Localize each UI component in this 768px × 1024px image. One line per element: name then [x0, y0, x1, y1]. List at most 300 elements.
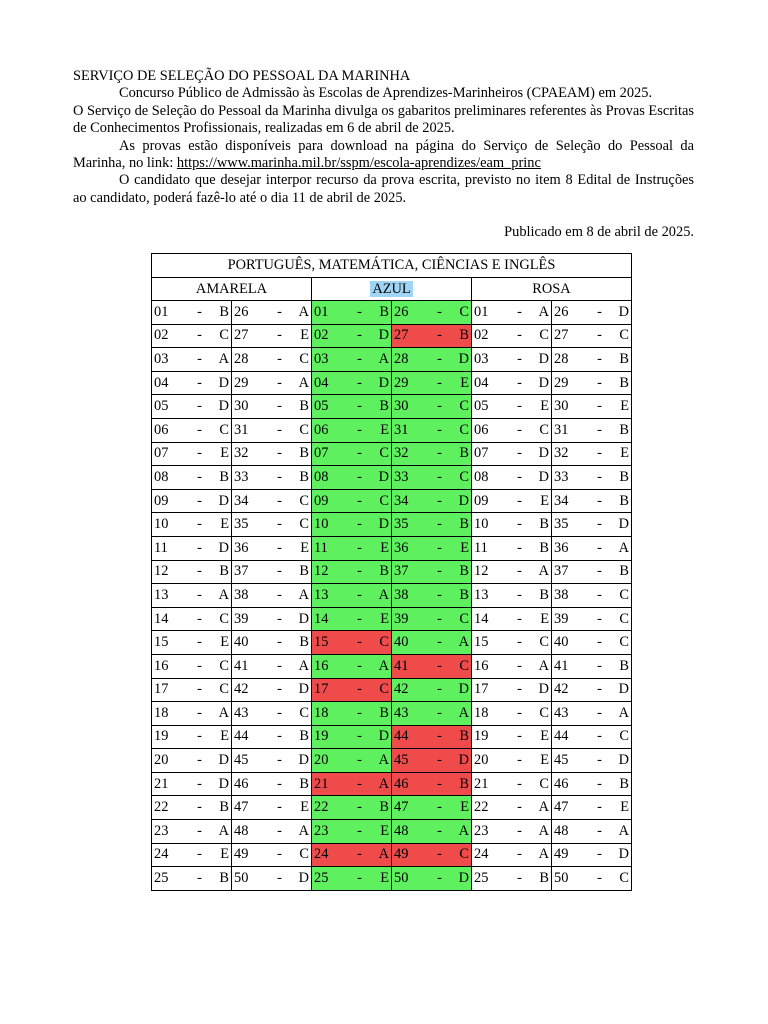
answer-cell-azul [312, 584, 392, 608]
answer-letter: E [380, 421, 389, 438]
answer-letter: E [380, 870, 389, 887]
answer-letter: C [299, 492, 309, 509]
separator: - [437, 870, 442, 887]
answer-letter: A [298, 586, 309, 603]
separator: - [437, 350, 442, 367]
question-number: 34 [394, 492, 409, 509]
answer-letter: E [460, 374, 469, 391]
answer-cell-azul [392, 631, 472, 655]
answer-letter: B [219, 870, 229, 887]
answer-cell-amarela [152, 371, 232, 395]
separator: - [277, 327, 282, 344]
answer-letter: E [460, 799, 469, 816]
question-number: 03 [474, 350, 489, 367]
separator: - [277, 303, 282, 320]
separator: - [437, 634, 442, 651]
answer-cell-amarela [152, 772, 232, 796]
answer-cell-amarela [232, 418, 312, 442]
separator: - [597, 516, 602, 533]
question-number: 16 [474, 657, 489, 674]
answer-cell-amarela [152, 654, 232, 678]
question-number: 38 [394, 586, 409, 603]
answer-cell-azul [312, 301, 392, 325]
answer-cell-azul [312, 513, 392, 537]
answer-cell-amarela [232, 725, 312, 749]
table-row [152, 820, 632, 844]
answer-letter: A [298, 303, 309, 320]
answer-cell-azul [312, 867, 392, 891]
answer-letter: E [220, 516, 229, 533]
separator: - [197, 870, 202, 887]
question-number: 50 [554, 870, 569, 887]
answer-letter: D [538, 374, 549, 391]
answer-letter: E [620, 799, 629, 816]
answer-letter: B [379, 704, 389, 721]
answer-letter: B [459, 327, 469, 344]
answer-cell-amarela [152, 442, 232, 466]
group-rosa: ROSA [472, 278, 632, 301]
question-number: 32 [234, 445, 249, 462]
download-text: As provas estão disponíveis para download na página do Serviço de Seleção do Pessoal da Marinha, no link: [73, 137, 694, 172]
answer-letter: D [218, 775, 229, 792]
separator: - [597, 468, 602, 485]
question-number: 48 [394, 822, 409, 839]
separator: - [437, 468, 442, 485]
question-number: 03 [314, 350, 329, 367]
question-number: 37 [394, 563, 409, 580]
separator: - [437, 374, 442, 391]
question-number: 50 [234, 870, 249, 887]
question-number: 28 [234, 350, 249, 367]
separator: - [197, 634, 202, 651]
answer-cell-amarela [152, 702, 232, 726]
answer-cell-azul [392, 607, 472, 631]
answer-letter: D [618, 303, 629, 320]
answer-letter: A [618, 539, 629, 556]
answer-letter: C [299, 516, 309, 533]
answer-letter: D [618, 681, 629, 698]
question-number: 27 [234, 327, 249, 344]
answer-cell-azul [392, 301, 472, 325]
answer-letter: C [379, 681, 389, 698]
separator: - [277, 822, 282, 839]
answer-letter: C [379, 492, 389, 509]
question-number: 49 [234, 846, 249, 863]
answer-letter: B [299, 445, 309, 462]
separator: - [597, 374, 602, 391]
answer-letter: B [299, 563, 309, 580]
question-number: 49 [394, 846, 409, 863]
answer-cell-azul [312, 442, 392, 466]
question-number: 05 [314, 398, 329, 415]
question-number: 35 [554, 516, 569, 533]
question-number: 15 [154, 634, 169, 651]
separator: - [357, 775, 362, 792]
question-number: 01 [154, 303, 169, 320]
answer-letter: C [619, 728, 629, 745]
separator: - [277, 350, 282, 367]
separator: - [357, 634, 362, 651]
answer-letter: A [618, 704, 629, 721]
separator: - [357, 327, 362, 344]
answer-letter: A [458, 634, 469, 651]
question-number: 36 [234, 539, 249, 556]
table-row [152, 371, 632, 395]
answer-letter: C [619, 586, 629, 603]
table-row [152, 560, 632, 584]
answer-letter: E [620, 445, 629, 462]
answer-letter: D [538, 350, 549, 367]
question-number: 45 [234, 752, 249, 769]
question-number: 44 [394, 728, 409, 745]
answer-letter: A [378, 752, 389, 769]
question-number: 48 [554, 822, 569, 839]
question-number: 44 [234, 728, 249, 745]
separator: - [277, 681, 282, 698]
question-number: 39 [394, 610, 409, 627]
answer-cell-rosa [472, 513, 552, 537]
answer-cell-amarela [152, 324, 232, 348]
answer-cell-rosa [552, 796, 632, 820]
answer-letter: B [459, 516, 469, 533]
table-row [152, 725, 632, 749]
question-number: 47 [234, 799, 249, 816]
separator: - [517, 752, 522, 769]
separator: - [517, 327, 522, 344]
answer-letter: E [300, 327, 309, 344]
answer-cell-rosa [552, 536, 632, 560]
question-number: 13 [474, 586, 489, 603]
answer-cell-amarela [152, 301, 232, 325]
answer-cell-amarela [232, 489, 312, 513]
answer-cell-rosa [472, 654, 552, 678]
separator: - [597, 822, 602, 839]
question-number: 41 [554, 657, 569, 674]
separator: - [197, 445, 202, 462]
question-number: 25 [314, 870, 329, 887]
answer-letter: A [378, 846, 389, 863]
answer-cell-azul [392, 678, 472, 702]
separator: - [597, 799, 602, 816]
answer-cell-rosa [552, 678, 632, 702]
separator: - [197, 492, 202, 509]
question-number: 14 [474, 610, 489, 627]
answer-cell-rosa [472, 607, 552, 631]
separator: - [277, 586, 282, 603]
answer-letter: E [220, 846, 229, 863]
question-number: 41 [394, 657, 409, 674]
answer-cell-amarela [232, 324, 312, 348]
answer-letter: C [619, 634, 629, 651]
question-number: 09 [154, 492, 169, 509]
answer-cell-azul [312, 607, 392, 631]
separator: - [277, 752, 282, 769]
answer-letter: D [378, 468, 389, 485]
separator: - [277, 799, 282, 816]
separator: - [437, 421, 442, 438]
question-number: 12 [474, 563, 489, 580]
answer-cell-rosa [472, 796, 552, 820]
question-number: 33 [394, 468, 409, 485]
separator: - [357, 539, 362, 556]
paragraph-announcement: O Serviço de Seleção do Pessoal da Marinha divulga os gabaritos preliminares referentes às Provas Escritas de Conhecimentos Profissionais, realizadas em 6 de abril de 2025. [73, 102, 694, 137]
answer-letter: A [618, 822, 629, 839]
separator: - [357, 374, 362, 391]
question-number: 33 [234, 468, 249, 485]
separator: - [277, 516, 282, 533]
question-number: 10 [474, 516, 489, 533]
answer-letter: E [220, 445, 229, 462]
separator: - [517, 657, 522, 674]
paragraph-contest: Concurso Público de Admissão às Escolas de Aprendizes-Marinheiros (CPAEAM) em 2025. [119, 85, 653, 102]
question-number: 20 [314, 752, 329, 769]
question-number: 38 [234, 586, 249, 603]
answer-cell-azul [392, 654, 472, 678]
question-number: 37 [554, 563, 569, 580]
separator: - [357, 752, 362, 769]
separator: - [357, 657, 362, 674]
answer-cell-amarela [232, 513, 312, 537]
separator: - [517, 634, 522, 651]
question-number: 24 [154, 846, 169, 863]
separator: - [597, 704, 602, 721]
table-row [152, 489, 632, 513]
separator: - [277, 870, 282, 887]
answer-letter: B [299, 634, 309, 651]
answer-letter: C [539, 704, 549, 721]
answer-letter: B [459, 445, 469, 462]
question-number: 40 [234, 634, 249, 651]
answer-cell-azul [392, 536, 472, 560]
separator: - [437, 445, 442, 462]
answer-letter: D [618, 516, 629, 533]
answer-cell-amarela [152, 820, 232, 844]
answer-letter: D [458, 752, 469, 769]
separator: - [517, 704, 522, 721]
separator: - [517, 799, 522, 816]
answer-letter: B [619, 563, 629, 580]
separator: - [277, 610, 282, 627]
separator: - [437, 610, 442, 627]
question-number: 24 [314, 846, 329, 863]
answer-cell-amarela [152, 395, 232, 419]
question-number: 10 [314, 516, 329, 533]
answer-cell-azul [312, 466, 392, 490]
answer-letter: C [219, 657, 229, 674]
separator: - [277, 492, 282, 509]
question-number: 36 [554, 539, 569, 556]
answer-letter: A [538, 799, 549, 816]
answer-cell-azul [392, 348, 472, 372]
answer-letter: D [458, 870, 469, 887]
answer-letter: B [619, 468, 629, 485]
answer-cell-rosa [472, 584, 552, 608]
separator: - [197, 374, 202, 391]
answer-cell-rosa [552, 371, 632, 395]
answer-cell-azul [392, 702, 472, 726]
question-number: 18 [314, 704, 329, 721]
question-number: 11 [154, 539, 168, 556]
table-row [152, 395, 632, 419]
answer-cell-azul [392, 772, 472, 796]
answer-cell-rosa [552, 442, 632, 466]
separator: - [357, 704, 362, 721]
separator: - [517, 822, 522, 839]
separator: - [277, 374, 282, 391]
separator: - [277, 775, 282, 792]
answer-cell-amarela [232, 466, 312, 490]
question-number: 09 [314, 492, 329, 509]
answer-cell-rosa [472, 631, 552, 655]
published-date: Publicado em 8 de abril de 2025. [504, 224, 694, 241]
answer-cell-rosa [552, 348, 632, 372]
separator: - [357, 563, 362, 580]
separator: - [437, 563, 442, 580]
separator: - [357, 586, 362, 603]
answer-letter: C [379, 445, 389, 462]
separator: - [517, 775, 522, 792]
question-number: 15 [474, 634, 489, 651]
answer-cell-azul [312, 371, 392, 395]
answer-cell-amarela [152, 418, 232, 442]
separator: - [197, 775, 202, 792]
separator: - [597, 398, 602, 415]
separator: - [277, 539, 282, 556]
answer-cell-rosa [472, 843, 552, 867]
question-number: 45 [394, 752, 409, 769]
question-number: 47 [394, 799, 409, 816]
answer-letter: E [620, 398, 629, 415]
answer-cell-amarela [152, 348, 232, 372]
separator: - [197, 327, 202, 344]
answer-letter: C [619, 870, 629, 887]
answer-cell-amarela [152, 843, 232, 867]
answer-letter: E [540, 398, 549, 415]
download-link[interactable]: https://www.marinha.mil.br/sspm/escola-aprendizes/eam_princ [176, 155, 541, 172]
answer-letter: D [458, 681, 469, 698]
answer-cell-amarela [232, 442, 312, 466]
separator: - [597, 657, 602, 674]
separator: - [197, 586, 202, 603]
question-number: 03 [154, 350, 169, 367]
table-row [152, 749, 632, 773]
question-number: 46 [234, 775, 249, 792]
table-row [152, 442, 632, 466]
separator: - [357, 350, 362, 367]
answer-cell-amarela [232, 536, 312, 560]
table-row [152, 796, 632, 820]
answer-letter: A [378, 586, 389, 603]
question-number: 44 [554, 728, 569, 745]
table-row [152, 678, 632, 702]
answer-cell-azul [312, 324, 392, 348]
answer-cell-azul [392, 749, 472, 773]
question-number: 42 [234, 681, 249, 698]
answer-cell-rosa [472, 560, 552, 584]
answer-letter: C [539, 634, 549, 651]
separator: - [197, 799, 202, 816]
answer-cell-rosa [472, 678, 552, 702]
answer-letter: A [458, 822, 469, 839]
separator: - [357, 303, 362, 320]
table-row [152, 301, 632, 325]
separator: - [597, 327, 602, 344]
separator: - [597, 421, 602, 438]
answer-letter: E [540, 492, 549, 509]
separator: - [197, 516, 202, 533]
separator: - [597, 870, 602, 887]
separator: - [517, 586, 522, 603]
question-number: 23 [474, 822, 489, 839]
question-number: 10 [154, 516, 169, 533]
question-number: 20 [474, 752, 489, 769]
answer-letter: D [218, 398, 229, 415]
question-number: 31 [554, 421, 569, 438]
question-number: 06 [474, 421, 489, 438]
answer-cell-azul [392, 560, 472, 584]
separator: - [437, 752, 442, 769]
answer-cell-amarela [232, 348, 312, 372]
separator: - [597, 752, 602, 769]
question-number: 18 [154, 704, 169, 721]
separator: - [517, 870, 522, 887]
separator: - [277, 657, 282, 674]
answer-letter: B [539, 516, 549, 533]
separator: - [517, 563, 522, 580]
answer-letter: C [459, 468, 469, 485]
answer-letter: B [619, 421, 629, 438]
answer-letter: B [459, 775, 469, 792]
answer-cell-amarela [232, 607, 312, 631]
question-number: 29 [554, 374, 569, 391]
answer-letter: D [298, 870, 309, 887]
separator: - [357, 421, 362, 438]
answer-letter: C [219, 610, 229, 627]
question-number: 16 [154, 657, 169, 674]
separator: - [597, 610, 602, 627]
answer-letter: B [299, 728, 309, 745]
answer-cell-azul [392, 489, 472, 513]
table-row [152, 513, 632, 537]
question-number: 46 [554, 775, 569, 792]
answer-cell-rosa [472, 395, 552, 419]
answer-cell-rosa [472, 867, 552, 891]
answer-cell-azul [392, 466, 472, 490]
separator: - [197, 350, 202, 367]
separator: - [197, 421, 202, 438]
question-number: 06 [314, 421, 329, 438]
answer-letter: D [618, 846, 629, 863]
answer-letter: D [218, 492, 229, 509]
question-number: 08 [474, 468, 489, 485]
answer-letter: A [218, 704, 229, 721]
answer-cell-rosa [472, 702, 552, 726]
answer-letter: C [539, 775, 549, 792]
answer-letter: B [619, 492, 629, 509]
answer-key-table [151, 253, 632, 891]
answer-letter: B [379, 563, 389, 580]
separator: - [517, 539, 522, 556]
answer-letter: B [299, 468, 309, 485]
answer-letter: B [379, 799, 389, 816]
answer-letter: A [538, 303, 549, 320]
answer-letter: B [219, 799, 229, 816]
question-number: 04 [154, 374, 169, 391]
answer-letter: A [378, 657, 389, 674]
question-number: 07 [474, 445, 489, 462]
question-number: 14 [154, 610, 169, 627]
answer-letter: B [219, 563, 229, 580]
